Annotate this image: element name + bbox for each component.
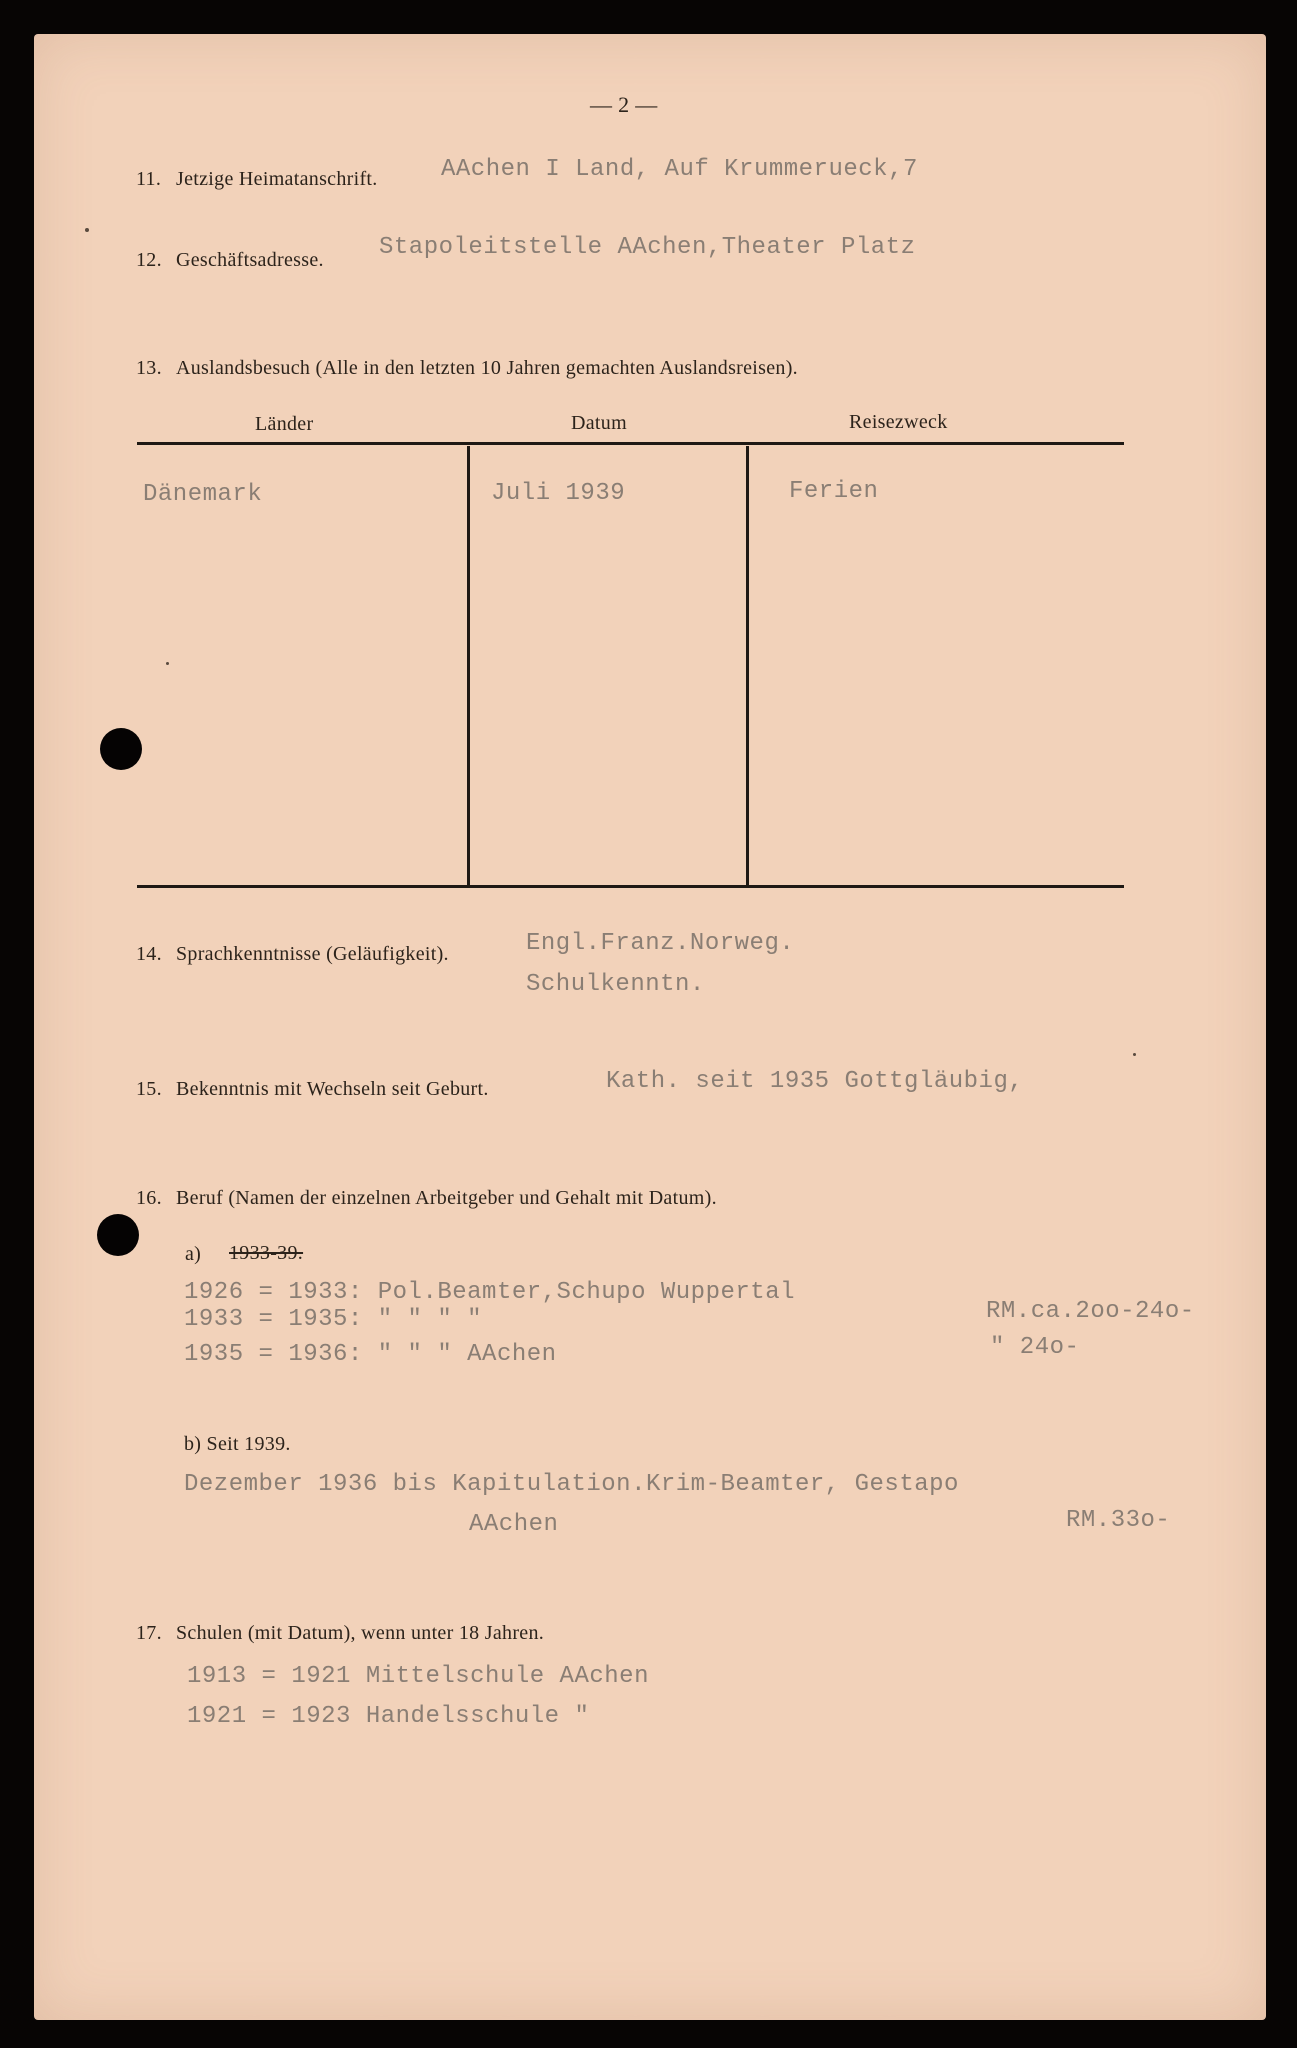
table-cell-country: Dänemark: [143, 481, 263, 508]
page-number: — 2 —: [590, 92, 658, 117]
field-label: Bekenntnis mit Wechseln seit Geburt.: [176, 1078, 489, 1100]
item-14-value-line1: Engl.Franz.Norweg.: [526, 930, 795, 957]
item-15-value: Kath. seit 1935 Gottgläubig,: [606, 1068, 1024, 1095]
item-number: 12.: [136, 249, 162, 271]
item-16b-salary: RM.33o-: [1066, 1507, 1171, 1534]
paper-speck: [85, 228, 89, 232]
table-cell-date: Juli 1939: [491, 480, 626, 507]
item-16a-row-2: 1933 = 1935: " " " ": [184, 1306, 483, 1333]
paper-speck: [166, 662, 169, 665]
item-13-label: [136, 357, 798, 380]
field-label: Schulen (mit Datum), wenn unter 18 Jahren.: [176, 1622, 545, 1644]
item-16b-line-2: AAchen: [469, 1511, 559, 1538]
table-header-laender: Länder: [255, 413, 314, 435]
punch-hole-upper: [100, 728, 142, 770]
paper-speck: [1133, 1053, 1136, 1056]
table-column-divider-1: [467, 446, 470, 886]
item-16a-row-3: 1935 = 1936: " " " AAchen: [184, 1341, 557, 1368]
item-16a-date: 1933-39.: [229, 1242, 304, 1264]
item-14-value-line2: Schulkenntn.: [526, 971, 705, 998]
item-16a-salary-2: RM.ca.2oo-24o-: [986, 1298, 1195, 1325]
table-bottom-rule: [137, 885, 1124, 888]
item-number: 16.: [136, 1187, 162, 1209]
item-12-value: Stapoleitstelle AAchen,Theater Platz: [379, 234, 916, 261]
item-17-row-1: 1913 = 1921 Mittelschule AAchen: [187, 1663, 649, 1690]
item-16a-label: a): [185, 1243, 202, 1265]
item-14-label: [136, 943, 449, 966]
item-11-value: AAchen I Land, Auf Krummerueck,7: [441, 156, 918, 183]
item-15-label: [136, 1078, 489, 1101]
item-number: 11.: [136, 168, 162, 190]
table-column-divider-2: [746, 446, 749, 886]
table-top-rule: [137, 442, 1124, 445]
item-17-label: [136, 1622, 544, 1645]
table-header-datum: Datum: [571, 412, 627, 434]
item-16b-line-1: Dezember 1936 bis Kapitulation.Krim-Beamter, Gestapo: [184, 1471, 959, 1498]
item-number: 13.: [136, 357, 162, 379]
field-label: Auslandsbesuch (Alle in den letzten 10 Jahren gemachten Auslandsreisen).: [176, 357, 798, 379]
table-header-reisezweck: Reisezweck: [849, 411, 948, 433]
item-number: 14.: [136, 943, 162, 965]
field-label: Geschäftsadresse.: [176, 249, 324, 271]
field-label: Jetzige Heimatanschrift.: [176, 168, 378, 190]
item-number: 15.: [136, 1078, 162, 1100]
item-16-label: [136, 1187, 717, 1210]
item-16b-label: b) Seit 1939.: [184, 1433, 291, 1455]
table-cell-purpose: Ferien: [789, 478, 879, 505]
item-11-label: [136, 168, 378, 191]
field-label: Sprachkenntnisse (Geläufigkeit).: [176, 943, 449, 965]
item-number: 17.: [136, 1622, 162, 1644]
item-16a-salary-3: " 24o-: [990, 1334, 1080, 1361]
item-17-row-2: 1921 = 1923 Handelsschule ": [187, 1703, 590, 1730]
item-16a-row-1: 1926 = 1933: Pol.Beamter,Schupo Wuppertal: [184, 1279, 795, 1306]
item-12-label: [136, 249, 324, 272]
field-label: Beruf (Namen der einzelnen Arbeitgeber und Gehalt mit Datum).: [176, 1187, 717, 1209]
punch-hole-lower: [97, 1214, 139, 1256]
